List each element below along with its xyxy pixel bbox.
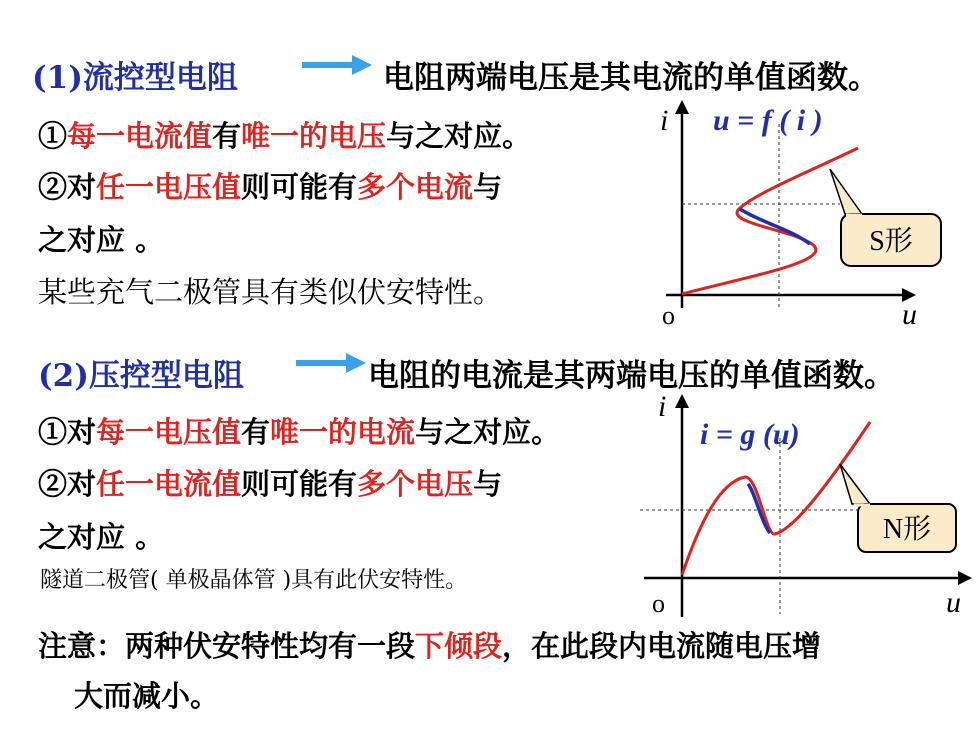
section1-definition: 电阻两端电压是其电流的单值函数。 — [383, 60, 879, 96]
section1-line1: ①每一电流值有唯一的电压与之对应。 — [38, 119, 532, 153]
x-axis-label: u — [902, 298, 917, 331]
origin-label: o — [652, 589, 665, 618]
section1-line3: 之对应 。 — [38, 223, 165, 257]
x-axis-label: u — [946, 586, 961, 619]
note-line1: 注意：两种伏安特性均有一段下倾段，在此段内电流随电压增 — [38, 629, 822, 663]
graph2-equation: i = g (u) — [700, 418, 800, 451]
section2-definition: 电阻的电流是其两端电压的单值函数。 — [368, 358, 895, 394]
origin-label: o — [662, 301, 675, 330]
s-shape-label: S形 — [869, 226, 913, 257]
graph1-equation: u = f ( i ) — [713, 104, 823, 137]
section2-line4: 隧道二极管( 单极晶体管 )具有此伏安特性。 — [40, 568, 468, 593]
section1-title: (1)流控型电阻 — [32, 60, 238, 96]
arrow-right-icon — [302, 54, 374, 76]
y-axis-label: i — [660, 104, 669, 137]
section2-line1: ①对每一电压值有唯一的电流与之对应。 — [38, 415, 561, 449]
section2-title: (2)压控型电阻 — [38, 358, 244, 394]
s-curve — [682, 148, 858, 294]
n-shape-label: N形 — [882, 514, 932, 545]
n-curve-negative-segment — [748, 484, 770, 533]
s-curve-negative-segment — [740, 209, 810, 244]
section2-line3: 之对应 。 — [38, 520, 165, 554]
y-axis-label: i — [658, 392, 667, 423]
section1-line2: ②对任一电压值则可能有多个电流与 — [38, 170, 503, 204]
arrow-right-icon — [296, 352, 368, 374]
s-shape-graph — [640, 96, 960, 340]
section1-line4: 某些充气二极管具有类似伏安特性。 — [38, 275, 503, 309]
section2-line2: ②对任一电流值则可能有多个电压与 — [38, 467, 503, 501]
n-shape-graph — [640, 392, 975, 624]
note-line2: 大而减小。 — [74, 679, 220, 713]
